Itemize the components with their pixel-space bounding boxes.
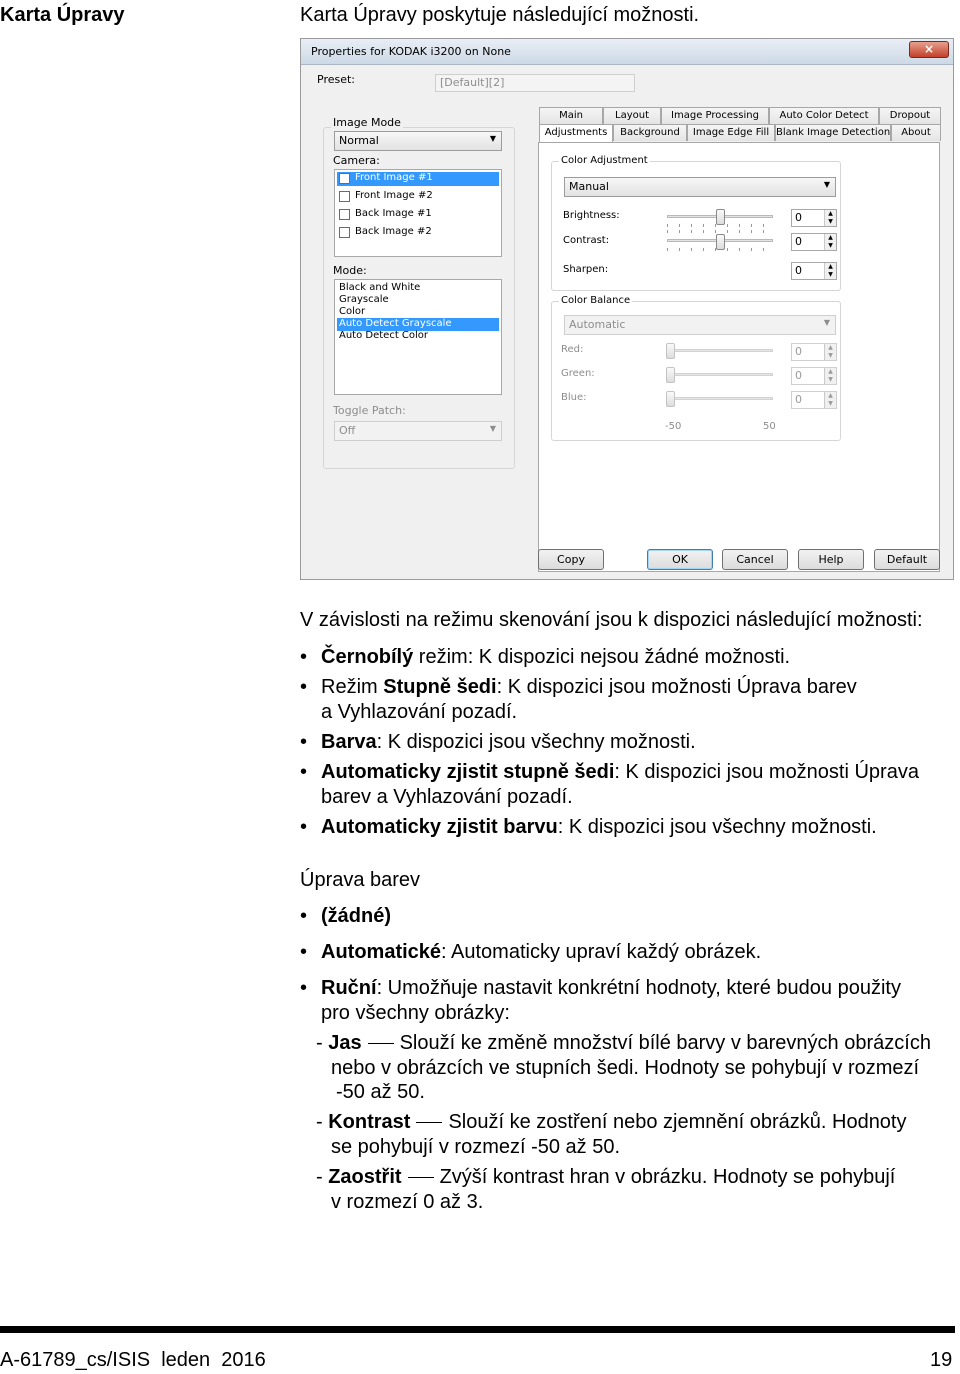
em-dash: [368, 1043, 394, 1044]
spin-arrows-icon[interactable]: ▲ ▼: [824, 392, 836, 408]
spin-arrows-icon[interactable]: ▲ ▼: [824, 368, 836, 384]
mode-item-selected[interactable]: Auto Detect Grayscale: [337, 318, 499, 331]
bullet: •: [300, 816, 308, 838]
copy-button[interactable]: Copy: [538, 549, 604, 570]
mode-item[interactable]: Auto Detect Color: [339, 330, 429, 341]
mode-list[interactable]: [334, 279, 502, 395]
bullet: •: [300, 731, 308, 753]
section-intro: Karta Úpravy poskytuje následující možnosti.: [300, 4, 700, 26]
range-max-label: 50: [763, 421, 776, 432]
brightness-label: Brightness:: [563, 210, 620, 221]
color-balance-label: Color Balance: [561, 295, 631, 306]
blue-slider-track[interactable]: [669, 397, 773, 400]
footer-doc-id: A-61789_cs/ISIS leden 2016: [0, 1349, 266, 1371]
preset-field[interactable]: [Default][2]: [435, 74, 635, 92]
spin-arrows-icon[interactable]: ▲ ▼: [824, 210, 836, 226]
preset-label: Preset:: [317, 73, 356, 86]
tab-blank-image-detection[interactable]: Blank Image Detection: [775, 124, 891, 141]
camera-item-front-1[interactable]: ✓ Front Image #1: [337, 172, 499, 186]
green-label: Green:: [561, 368, 595, 379]
dialog-titlebar: [301, 39, 953, 65]
camera-item-back-2[interactable]: Back Image #2: [337, 226, 499, 240]
tab-auto-color-detect[interactable]: Auto Color Detect: [769, 107, 879, 124]
modes-intro: V závislosti na režimu skenování jsou k dispozici následující možnosti:: [300, 609, 923, 631]
cancel-button[interactable]: Cancel: [722, 549, 788, 570]
em-dash: [408, 1177, 434, 1178]
em-dash: [416, 1122, 442, 1123]
uprava-heading: Úprava barev: [300, 869, 421, 891]
footer-rule: [0, 1326, 955, 1333]
image-mode-label: Image Mode: [333, 116, 401, 129]
red-label: Red:: [561, 344, 584, 355]
sub-item-kontrast-line2: se pohybují v rozmezí -50 až 50.: [331, 1136, 621, 1158]
tab-image-edge-fill[interactable]: Image Edge Fill: [687, 124, 775, 141]
sub-item-kontrast: - Kontrast Slouží ke zostření nebo zjemnění obrázků. Hodnoty: [316, 1111, 907, 1133]
mode-item[interactable]: Grayscale: [339, 294, 389, 305]
mode-item[interactable]: Black and White: [339, 282, 421, 293]
sub-item-zaostrit-line2: v rozmezí 0 až 3.: [331, 1191, 484, 1213]
tab-background[interactable]: Background: [613, 124, 687, 141]
tab-row-1: [539, 107, 941, 124]
close-button[interactable]: ×: [909, 41, 949, 58]
red-slider-thumb[interactable]: [666, 343, 675, 359]
camera-item-back-1[interactable]: Back Image #1: [337, 208, 499, 222]
contrast-slider-thumb[interactable]: [716, 234, 725, 250]
dialog-title: Properties for KODAK i3200 on None: [311, 45, 511, 58]
blue-spinner[interactable]: 0 ▲ ▼: [791, 391, 837, 409]
checkbox-icon[interactable]: [339, 191, 350, 202]
tab-image-processing[interactable]: Image Processing: [661, 107, 769, 124]
bullet: •: [300, 646, 308, 668]
sharpen-label: Sharpen:: [563, 264, 609, 275]
red-slider-track[interactable]: [669, 349, 773, 352]
sub-item-jas: - Jas Slouží ke změně množství bílé barvy v barevných obrázcích: [316, 1032, 931, 1054]
chevron-down-icon: ▼: [489, 134, 496, 143]
camera-list[interactable]: [334, 169, 502, 257]
blue-slider-thumb[interactable]: [666, 391, 675, 407]
tab-dropout[interactable]: Dropout: [879, 107, 941, 124]
contrast-spinner[interactable]: 0 ▲ ▼: [791, 233, 837, 251]
mode-item[interactable]: Color: [339, 306, 366, 317]
spin-arrows-icon[interactable]: ▲ ▼: [824, 344, 836, 360]
default-button[interactable]: Default: [874, 549, 940, 570]
color-balance-dropdown[interactable]: Automatic ▼: [564, 315, 836, 335]
adjustments-panel: [538, 142, 940, 572]
color-adjustment-dropdown[interactable]: Manual ▼: [564, 177, 836, 197]
checkbox-checked-icon[interactable]: ✓: [340, 173, 349, 183]
image-mode-value: Normal: [339, 134, 379, 147]
chevron-down-icon: ▼: [823, 318, 830, 327]
checkbox-icon[interactable]: [339, 227, 350, 238]
spin-arrows-icon[interactable]: ▲ ▼: [824, 234, 836, 250]
tab-main[interactable]: Main: [539, 107, 603, 124]
checkbox-icon[interactable]: [339, 209, 350, 220]
chevron-down-icon: ▼: [489, 424, 496, 433]
section-heading: Karta Úpravy: [0, 4, 125, 26]
tab-row-2: [539, 124, 941, 141]
bullet: •: [300, 941, 308, 963]
sub-item-zaostrit: - Zaostřit Zvýší kontrast hran v obrázku. Hodnoty se pohybují: [316, 1166, 896, 1188]
image-mode-dropdown[interactable]: [334, 131, 502, 151]
bullet: •: [300, 977, 308, 999]
brightness-slider-thumb[interactable]: [716, 209, 725, 225]
chevron-down-icon: ▼: [823, 180, 830, 189]
brightness-spinner[interactable]: 0 ▲ ▼: [791, 209, 837, 227]
bullet: •: [300, 905, 308, 927]
ok-button[interactable]: OK: [647, 549, 713, 570]
tab-adjustments[interactable]: Adjustments: [539, 124, 613, 143]
properties-dialog: [300, 38, 954, 580]
sub-item-jas-line2: nebo v obrázcích ve stupních šedi. Hodnoty se pohybují v rozmezí: [331, 1057, 920, 1079]
green-spinner[interactable]: 0 ▲ ▼: [791, 367, 837, 385]
bullet: •: [300, 761, 308, 783]
camera-label: Camera:: [333, 154, 380, 167]
color-adjustment-label: Color Adjustment: [561, 155, 648, 166]
range-min-label: -50: [665, 421, 682, 432]
red-spinner[interactable]: 0 ▲ ▼: [791, 343, 837, 361]
sharpen-spinner[interactable]: 0 ▲ ▼: [791, 262, 837, 280]
mode-label: Mode:: [333, 264, 367, 277]
page-number: 19: [930, 1349, 953, 1371]
spin-arrows-icon[interactable]: ▲ ▼: [824, 263, 836, 279]
help-button[interactable]: Help: [798, 549, 864, 570]
blue-label: Blue:: [561, 392, 587, 403]
camera-item-front-2[interactable]: Front Image #2: [337, 190, 499, 204]
toggle-patch-dropdown[interactable]: Off ▼: [334, 421, 502, 441]
bullet: •: [300, 676, 308, 698]
contrast-label: Contrast:: [563, 235, 610, 246]
tab-about[interactable]: About: [891, 124, 941, 141]
tab-layout[interactable]: Layout: [603, 107, 661, 124]
green-slider-thumb[interactable]: [666, 367, 675, 383]
green-slider-track[interactable]: [669, 373, 773, 376]
toggle-patch-label: Toggle Patch:: [333, 404, 406, 417]
contrast-slider-ticks-top: [667, 230, 773, 233]
sub-item-jas-line3: -50 až 50.: [336, 1081, 425, 1103]
